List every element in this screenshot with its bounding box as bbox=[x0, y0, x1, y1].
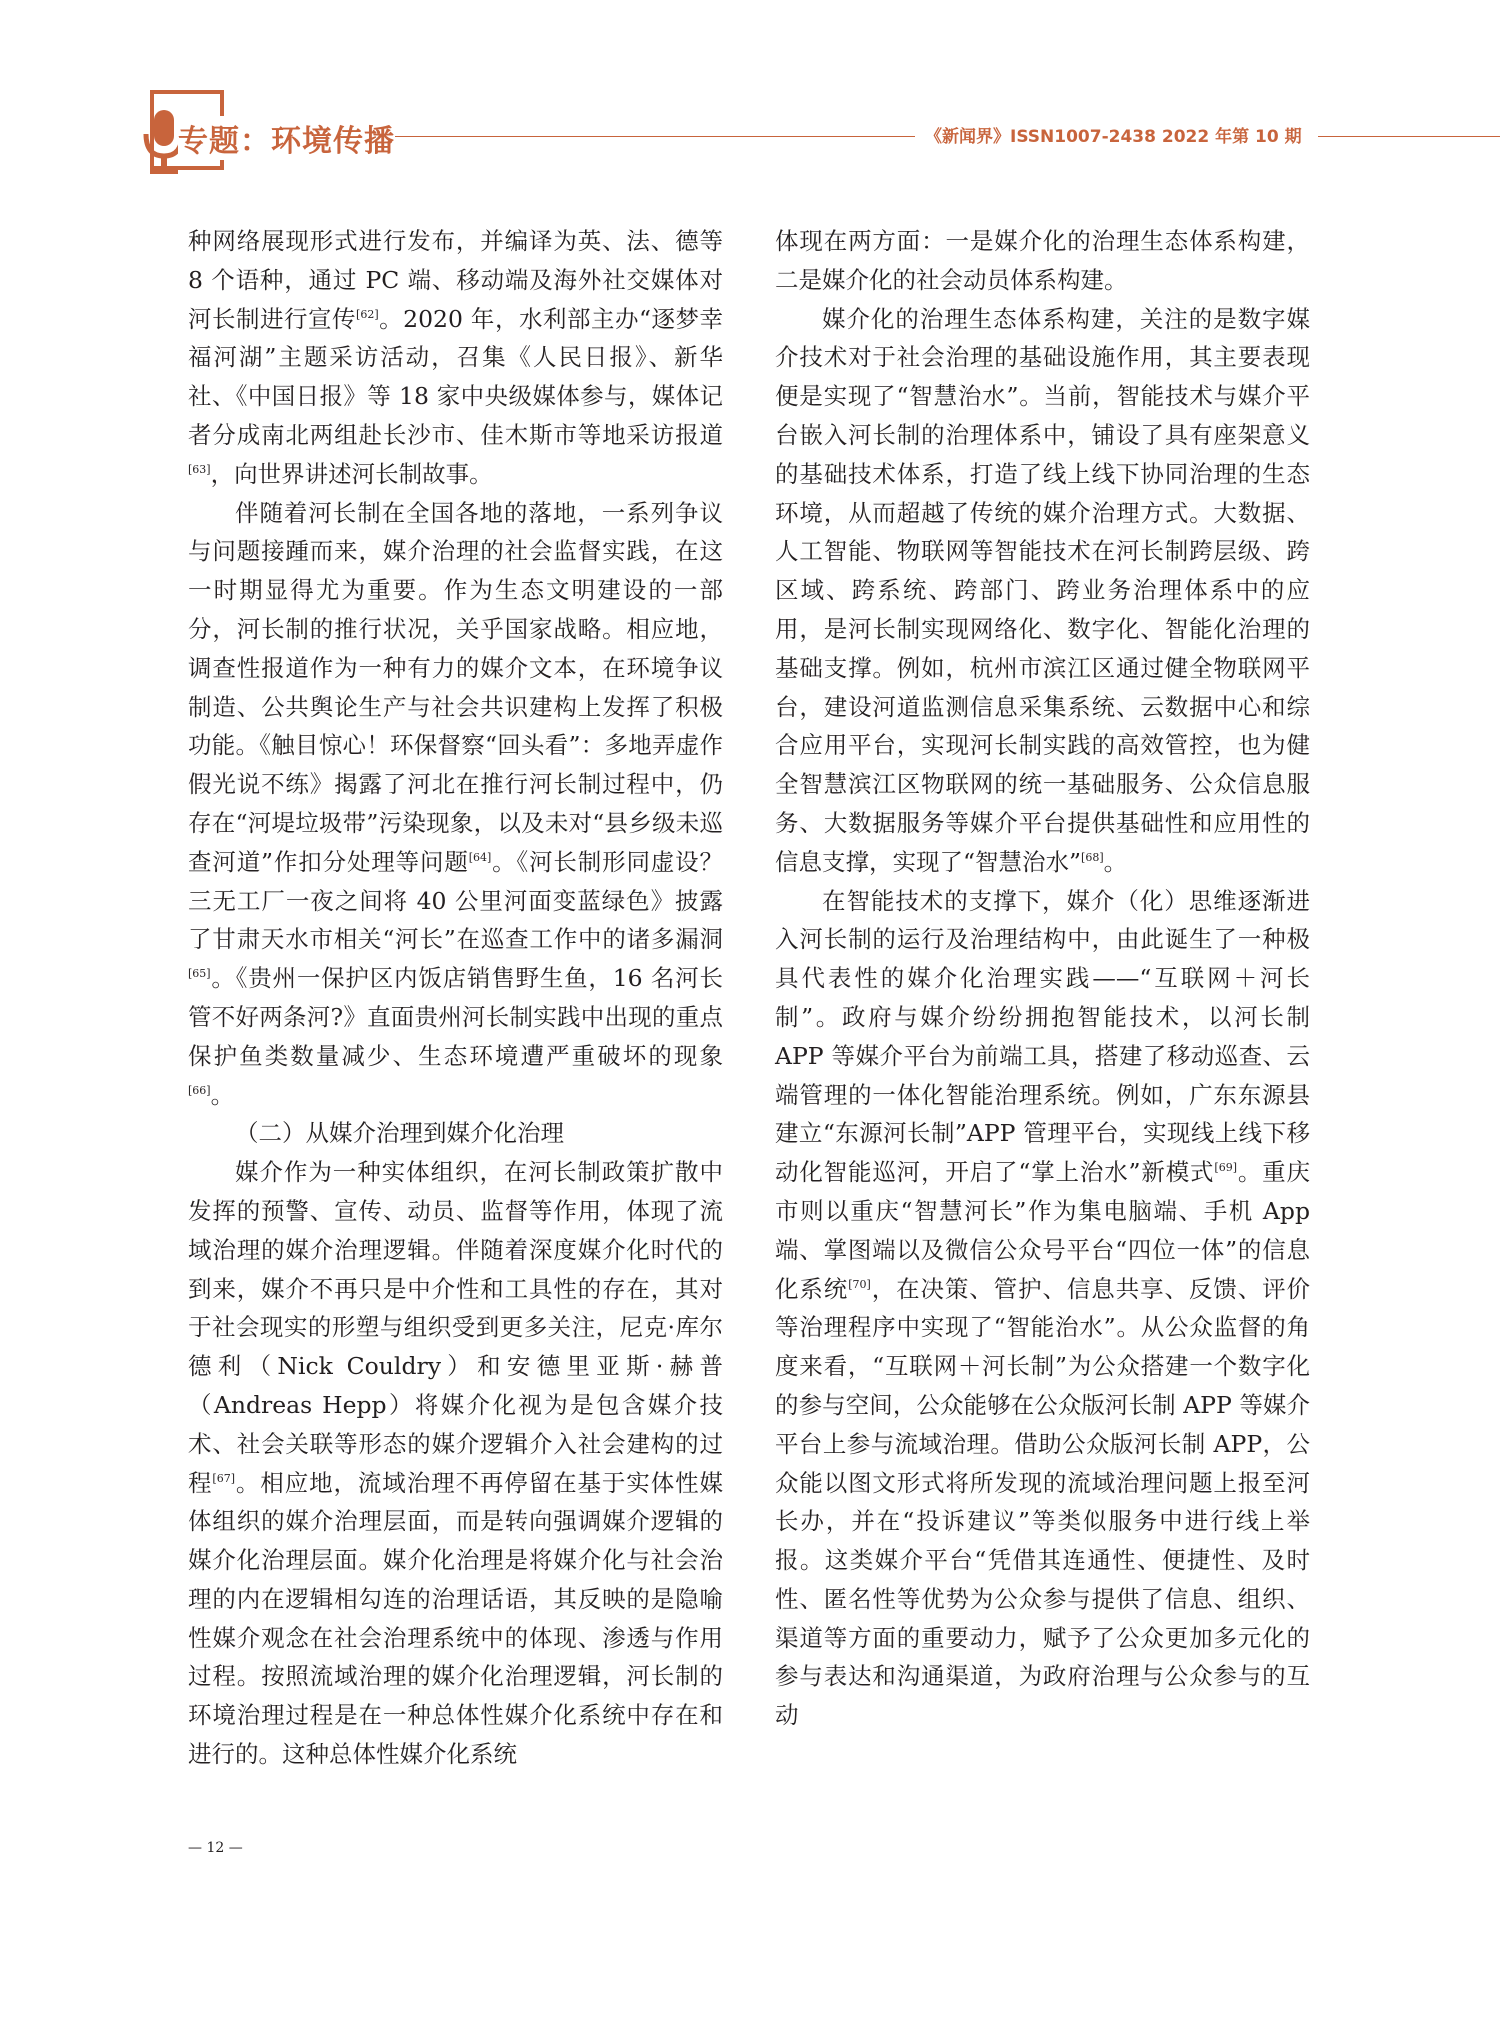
paragraph: 媒介作为一种实体组织，在河长制政策扩散中发挥的预警、宣传、动员、监督等作用，体现了流域治理的媒介治理逻辑。伴随着深度媒介化时代的到来，媒介不再只是中介性和工具性的存在，其对于社会现实的形塑与组织受到更多关注，尼克·库尔德利（Nick Couldry）和安德里亚斯·赫普（Andreas Hepp）将媒介化视为是包含媒介技术、社会关联等形态的媒介逻辑介入社会建构的过程[67]。相应地，流域治理不再停留在基于实体性媒体组织的媒介治理层面，而是转向强调媒介逻辑的媒介化治理层面。媒介化治理是将媒介化与社会治理的内在逻辑相勾连的治理话语，其反映的是隐喻性媒介观念在社会治理系统中的体现、渗透与作用过程。按照流域治理的媒介化治理逻辑，河长制的环境治理过程是在一种总体性媒介化系统中存在和进行的。这种总体性媒介化系统 bbox=[188, 1158, 724, 1769]
journal-info: 《新闻界》ISSN1007-2438 2022 年第 10 期 bbox=[925, 127, 1302, 147]
left-column bbox=[188, 222, 723, 1774]
right-column bbox=[775, 222, 1310, 1735]
section-subheading: （二）从媒介治理到媒介化治理 bbox=[235, 1119, 564, 1148]
paragraph: 种网络展现形式进行发布，并编译为英、法、德等 8 个语种，通过 PC 端、移动端及海外社交媒体对河长制进行宣传[62]。2020 年，水利部主办“逐梦幸福河湖”主题采访活动，召集《人民日报》、新华社、《中国日报》等 18 家中央级媒体参与，媒体记者分成南北两组赴长沙市、佳木斯市等地采访报道[63]，向世界讲述河长制故事。 bbox=[188, 227, 724, 488]
citation-ref[interactable]: [70] bbox=[848, 1277, 871, 1291]
citation-ref[interactable]: [69] bbox=[1214, 1161, 1237, 1175]
header-rule-right bbox=[1318, 136, 1500, 137]
page-number: — 12 — bbox=[188, 1840, 243, 1856]
paragraph: 在智能技术的支撑下，媒介（化）思维逐渐进入河长制的运行及治理结构中，由此诞生了一种极具代表性的媒介化治理实践——“互联网＋河长制”。政府与媒介纷纷拥抱智能技术，以河长制 APP 等媒介平台为前端工具，搭建了移动巡查、云端管理的一体化智能治理系统。例如，广东东源县建立“东源河长制”APP 管理平台，实现线上线下移动化智能巡河，开启了“掌上治水”新模式[69]。重庆市则以重庆“智慧河长”作为集电脑端、手机 App 端、掌图端以及微信公众号平台“四位一体”的信息化系统[70]，在决策、管护、信息共享、反馈、评价等治理程序中实现了“智能治水”。从公众监督的角度来看，“互联网＋河长制”为公众搭建一个数字化的参与空间，公众能够在公众版河长制 APP 等媒介平台上参与流域治理。借助公众版河长制 APP，公众能以图文形式将所发现的流域治理问题上报至河长办，并在“投诉建议”等类似服务中进行线上举报。这类媒介平台“凭借其连通性、便捷性、及时性、匿名性等优势为公众参与提供了信息、组织、渠道等方面的重要动力，赋予了公众更加多元化的参与表达和沟通渠道，为政府治理与公众参与的互动 bbox=[775, 886, 1311, 1730]
page-header bbox=[0, 80, 1500, 190]
paragraph: 体现在两方面：一是媒介化的治理生态体系构建，二是媒介化的社会动员体系构建。 bbox=[775, 227, 1310, 294]
citation-ref[interactable]: [65] bbox=[188, 967, 211, 981]
section-title: 专题：环境传播 bbox=[178, 116, 403, 160]
paragraph: 伴随着河长制在全国各地的落地，一系列争议与问题接踵而来，媒介治理的社会监督实践，在这一时期显得尤为重要。作为生态文明建设的一部分，河长制的推行状况，关乎国家战略。相应地，调查性报道作为一种有力的媒介文本，在环境争议制造、公共舆论生产与社会共识建构上发挥了积极功能。《触目惊心！环保督察“回头看”：多地弄虚作假光说不练》揭露了河北在推行河长制过程中，仍存在“河堤垃圾带”污染现象，以及未对“县乡级未巡查河道”作扣分处理等问题[64]。《河长制形同虚设？三无工厂一夜之间将 40 公里河面变蓝绿色》披露了甘肃天水市相关“河长”在巡查工作中的诸多漏洞[65]。《贵州一保护区内饭店销售野生鱼，16 名河长管不好两条河?》直面贵州河长制实践中出现的重点保护鱼类数量减少、生态环境遭严重破坏的现象[66]。 bbox=[188, 498, 724, 1109]
header-rule-left bbox=[395, 136, 915, 137]
citation-ref[interactable]: [68] bbox=[1081, 850, 1104, 864]
paragraph: 媒介化的治理生态体系构建，关注的是数字媒介技术对于社会治理的基础设施作用，其主要表现便是实现了“智慧治水”。当前，智能技术与媒介平台嵌入河长制的治理体系中，铺设了具有座架意义的基础技术体系，打造了线上线下协同治理的生态环境，从而超越了传统的媒介治理方式。大数据、人工智能、物联网等智能技术在河长制跨层级、跨区域、跨系统、跨部门、跨业务治理体系中的应用，是河长制实现网络化、数字化、智能化治理的基础支撑。例如，杭州市滨江区通过健全物联网平台，建设河道监测信息采集系统、云数据中心和综合应用平台，实现河长制实践的高效管控，也为健全智慧滨江区物联网的统一基础服务、公众信息服务、大数据服务等媒介平台提供基础性和应用性的信息支撑，实现了“智慧治水”[68]。 bbox=[775, 304, 1310, 876]
citation-ref[interactable]: [67] bbox=[212, 1471, 235, 1485]
citation-ref[interactable]: [63] bbox=[188, 462, 211, 476]
citation-ref[interactable]: [62] bbox=[356, 307, 379, 321]
citation-ref[interactable]: [64] bbox=[468, 850, 492, 864]
citation-ref[interactable]: [66] bbox=[188, 1083, 211, 1097]
